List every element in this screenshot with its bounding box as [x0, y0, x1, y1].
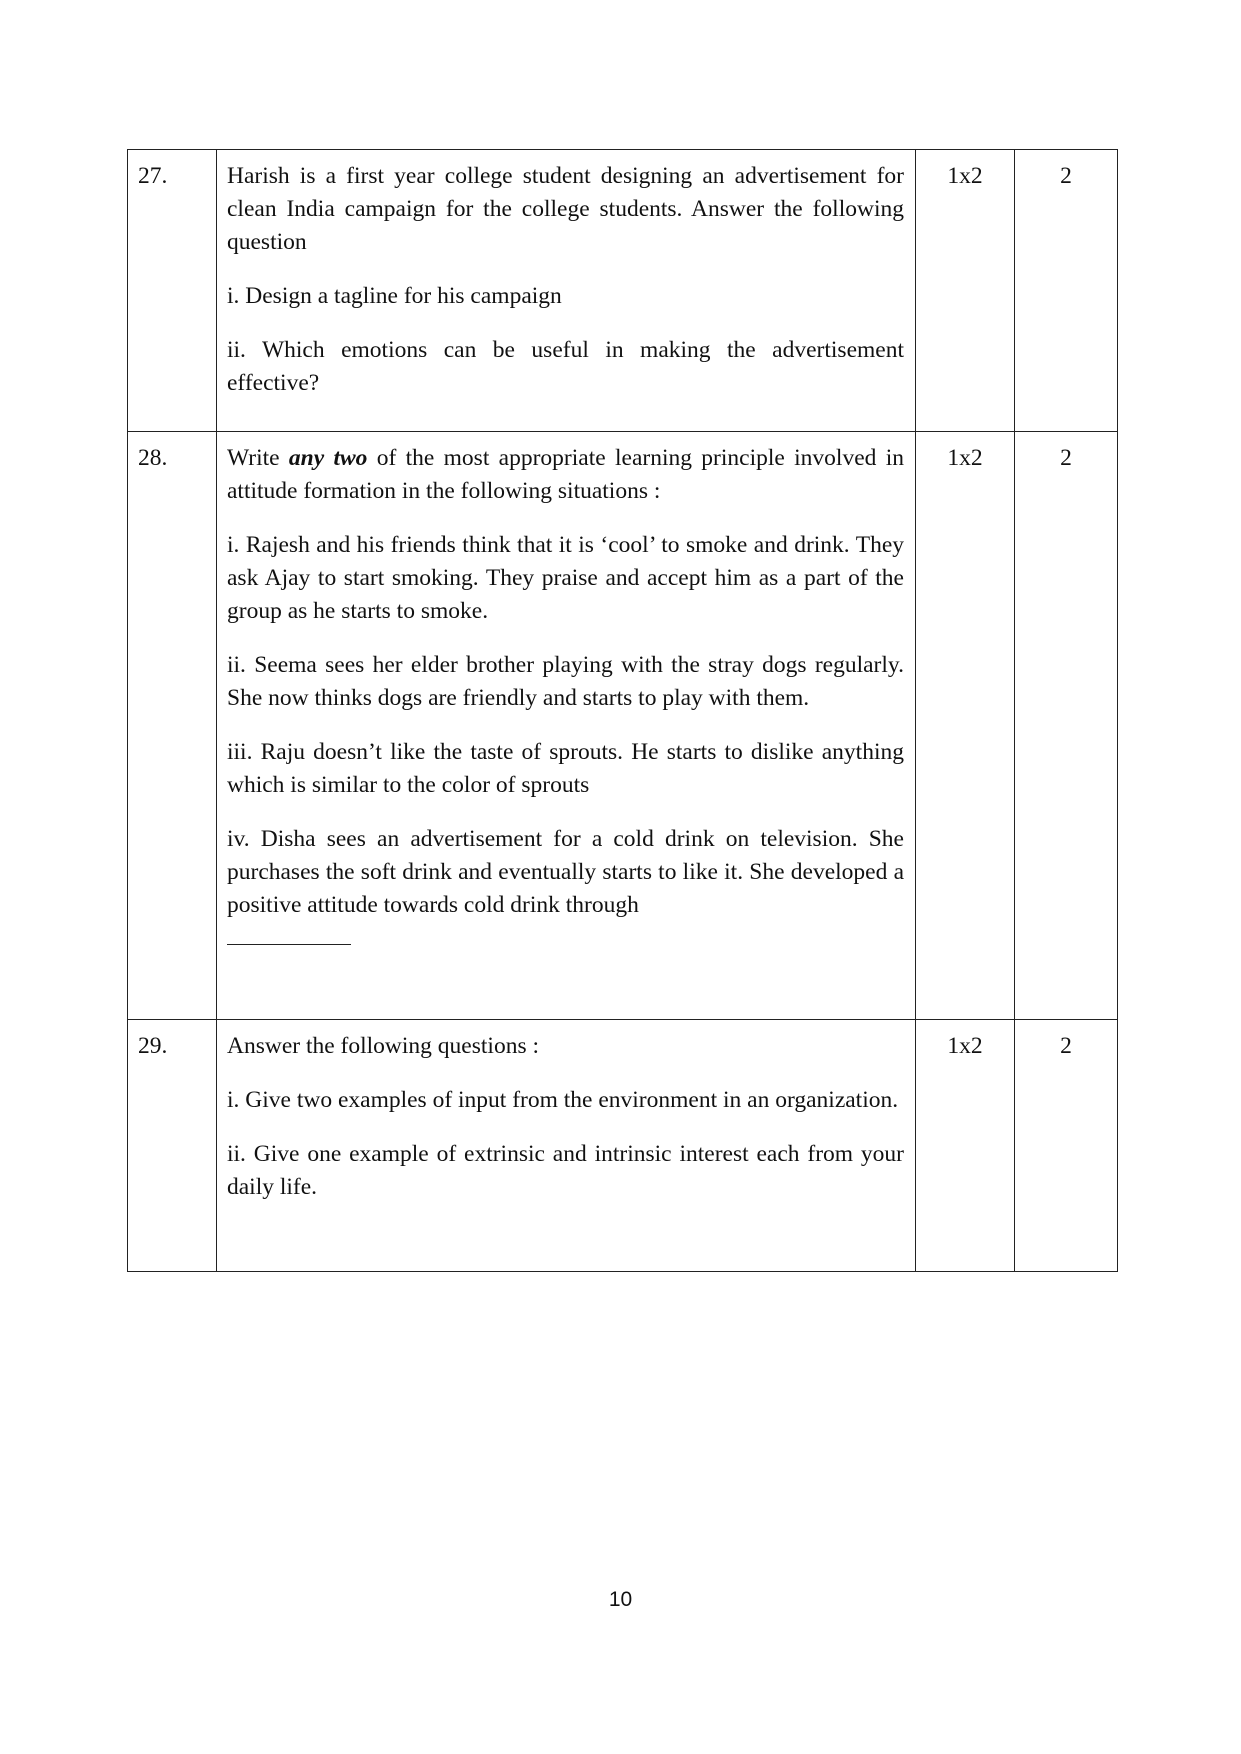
- question-paragraph: iii. Raju doesn’t like the taste of sprouts. He starts to dislike anything which is similar to the color of sprouts: [227, 739, 904, 798]
- question-intro: [227, 442, 904, 508]
- answer-blank-line: [227, 930, 351, 945]
- intro-emphasis: any two: [288, 445, 368, 471]
- question-text: [217, 1020, 916, 1272]
- question-paragraph: ii. Which emotions can be useful in making the advertisement effective?: [227, 337, 904, 396]
- question-text: [217, 150, 916, 432]
- question-paragraph: i. Give two examples of input from the environment in an organization.: [227, 1087, 899, 1113]
- question-text: [217, 432, 916, 1020]
- marks-split: 1x2: [916, 150, 1015, 432]
- question-paragraph: ii. Give one example of extrinsic and intrinsic interest each from your daily life.: [227, 1141, 904, 1200]
- marks-split: 1x2: [916, 432, 1015, 1020]
- intro-text: of the most appropriate learning principle involved in attitude formation in the following situations :: [227, 445, 904, 504]
- question-paragraph: ii. Seema sees her elder brother playing with the stray dogs regularly. She now thinks dogs are friendly and starts to play with them.: [227, 652, 904, 711]
- question-paragraph: i. Rajesh and his friends think that it is ‘cool’ to smoke and drink. They ask Ajay to start smoking. They praise and accept him as a part of the group as he starts to smoke.: [227, 532, 904, 624]
- total-marks: 2: [1015, 1020, 1118, 1272]
- question-paragraph: Answer the following questions :: [227, 1033, 539, 1059]
- question-paragraph: Harish is a first year college student designing an advertisement for clean India campaign for the college students. Answer the following question: [227, 163, 904, 255]
- table-row-q27: [128, 150, 1118, 432]
- question-paragraph: iv. Disha sees an advertisement for a cold drink on television. She purchases the soft drink and eventually starts to like it. She developed a positive attitude towards cold drink through: [227, 826, 904, 918]
- question-paragraph: i. Design a tagline for his campaign: [227, 283, 562, 309]
- page-number: 10: [608, 1588, 633, 1611]
- total-marks: 2: [1015, 150, 1118, 432]
- total-marks: 2: [1015, 432, 1118, 1020]
- intro-text: Write: [227, 445, 289, 471]
- question-number: 28.: [128, 432, 217, 1020]
- question-table: [127, 149, 1118, 1272]
- table-row-q28: [128, 432, 1118, 1020]
- question-number: 29.: [128, 1020, 217, 1272]
- question-paragraph-with-blank: [227, 823, 904, 955]
- table-row-q29: [128, 1020, 1118, 1272]
- marks-split: 1x2: [916, 1020, 1015, 1272]
- question-number: 27.: [128, 150, 217, 432]
